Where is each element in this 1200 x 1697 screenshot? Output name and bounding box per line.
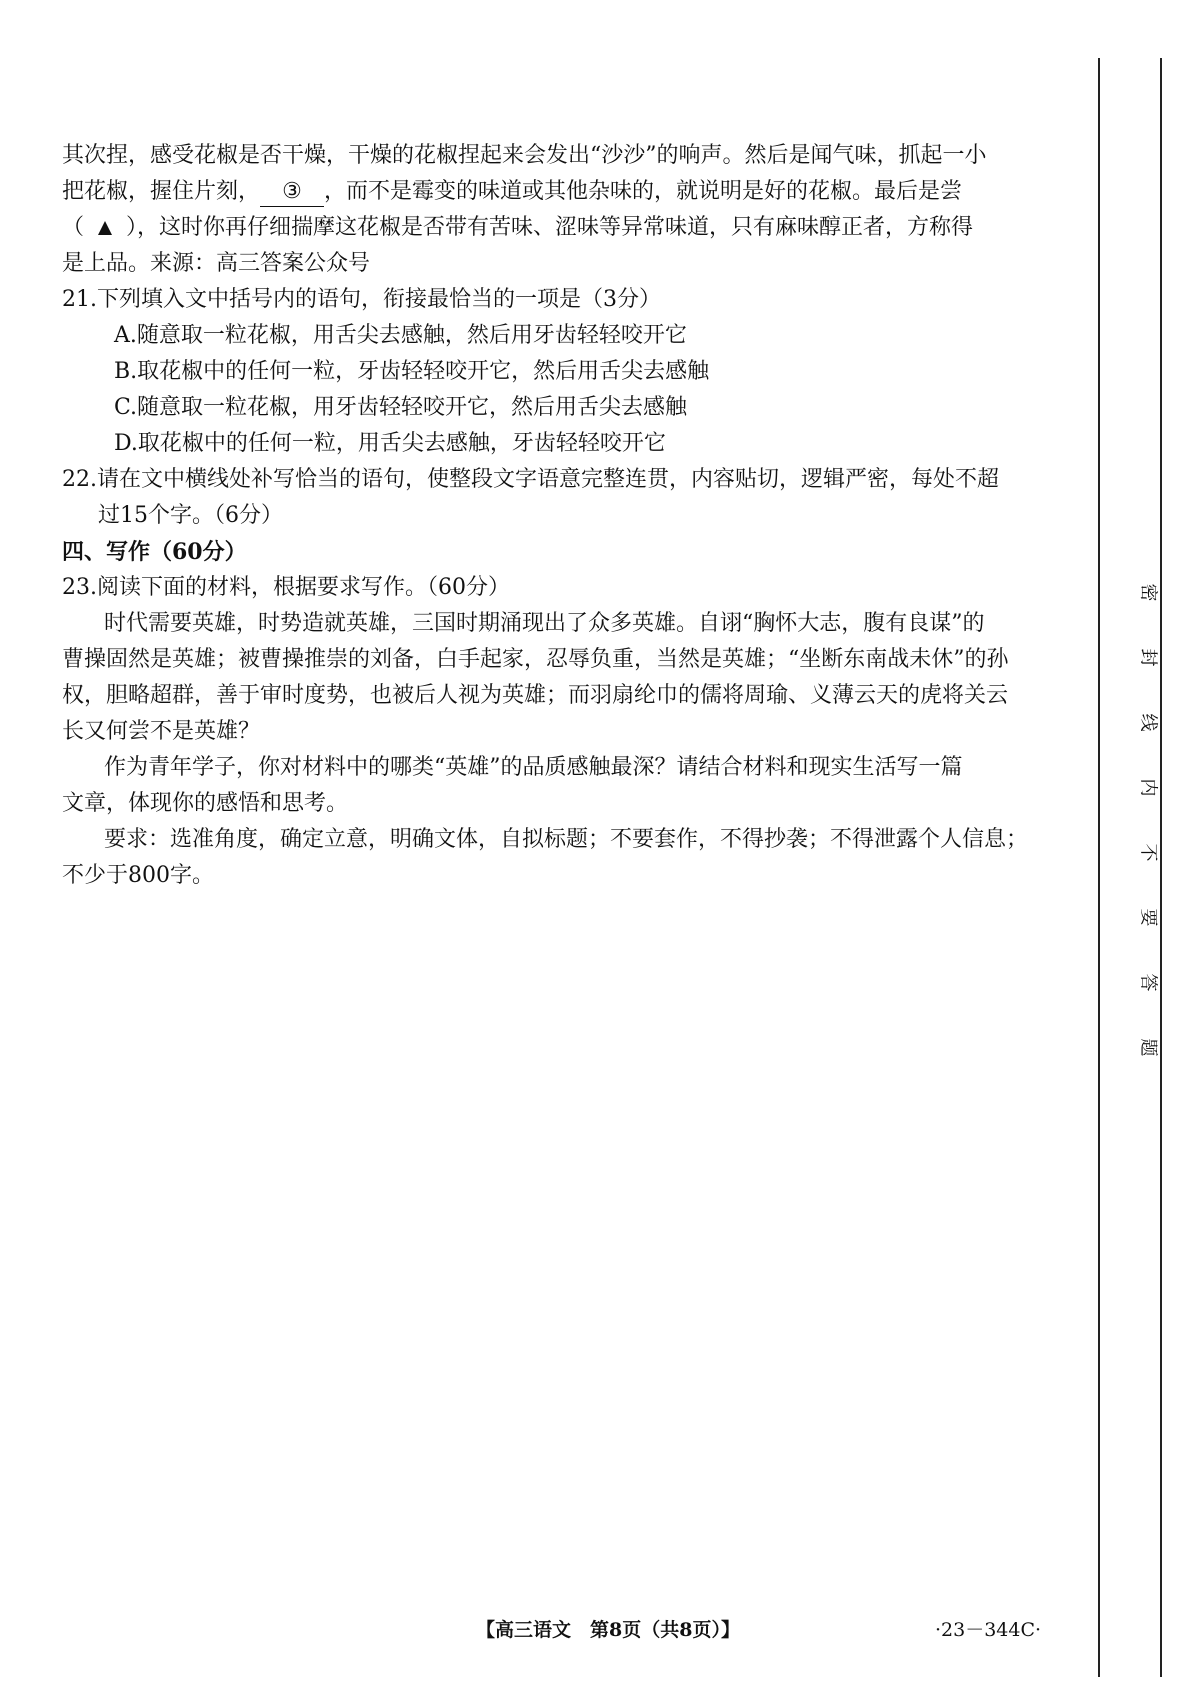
binding-char: 内 bbox=[1137, 778, 1159, 797]
question-21-option-d: D.取花椒中的任何一粒，用舌尖去感触，牙齿轻轻咬开它 bbox=[114, 431, 666, 456]
material-line-3: 权，胆略超群，善于审时度势，也被后人视为英雄；而羽扇纶巾的儒将周瑜、义薄云天的虎将关云 bbox=[62, 683, 1009, 708]
requirement-line-1: 要求：选准角度，确定立意，明确文体，自拟标题；不要套作，不得抄袭；不得泄露个人信息； bbox=[104, 827, 1029, 852]
binding-char: 题 bbox=[1137, 1038, 1159, 1057]
binding-char: 不 bbox=[1137, 843, 1159, 862]
passage-line-1: 其次捏，感受花椒是否干燥，干燥的花椒捏起来会发出“沙沙”的响声。然后是闻气味，抓起一小 bbox=[62, 143, 987, 168]
section-4-title: 四、写作（60分） bbox=[62, 539, 247, 565]
passage-line-2-start: 把花椒，握住片刻， bbox=[62, 179, 261, 204]
material-line-2: 曹操固然是英雄；被曹操推崇的刘备，白手起家，忍辱负重，当然是英雄；“坐断东南战未休”的孙 bbox=[62, 647, 1009, 672]
footer-code: ·23－344C· bbox=[935, 1619, 1042, 1641]
task-line-1: 作为青年学子，你对材料中的哪类“英雄”的品质感触最深？请结合材料和现实生活写一篇 bbox=[104, 755, 963, 780]
material-line-1: 时代需要英雄，时势造就英雄，三国时期涌现出了众多英雄。自诩“胸怀大志，腹有良谋”的 bbox=[104, 611, 985, 636]
passage-line-2 bbox=[62, 174, 1062, 210]
binding-line-inner bbox=[1098, 58, 1100, 1677]
binding-char: 封 bbox=[1137, 648, 1159, 667]
question-22-line-1: 22.请在文中横线处补写恰当的语句，使整段文字语意完整连贯，内容贴切，逻辑严密，每处不超 bbox=[62, 467, 999, 492]
question-23-stem: 23.阅读下面的材料，根据要求写作。（60分） bbox=[62, 575, 510, 600]
binding-warning-text bbox=[1115, 560, 1159, 1080]
triangle-blank-icon bbox=[98, 221, 112, 235]
question-21-option-a: A.随意取一粒花椒，用舌尖去感触，然后用牙齿轻轻咬开它 bbox=[114, 323, 687, 348]
passage-line-4: 是上品。来源：高三答案公众号 bbox=[62, 251, 371, 276]
requirement-line-2: 不少于800字。 bbox=[62, 863, 214, 888]
binding-line-outer bbox=[1160, 58, 1162, 1677]
question-21-option-c: C.随意取一粒花椒，用牙齿轻轻咬开它，然后用舌尖去感触 bbox=[114, 395, 688, 420]
open-paren: （ bbox=[62, 215, 85, 240]
binding-char: 线 bbox=[1137, 713, 1159, 732]
binding-char: 要 bbox=[1137, 908, 1159, 927]
task-line-2: 文章，体现你的感悟和思考。 bbox=[62, 791, 349, 816]
binding-char: 答 bbox=[1137, 973, 1159, 992]
passage-line-3-end: ），这时你再仔细揣摩这花椒是否带有苦味、涩味等异常味道，只有麻味醇正者，方称得 bbox=[126, 215, 974, 240]
binding-char: 密 bbox=[1137, 583, 1159, 602]
material-line-4: 长又何尝不是英雄？ bbox=[62, 719, 261, 744]
binding-margin bbox=[1095, 0, 1175, 1697]
question-22-line-2: 过15个字。（6分） bbox=[98, 503, 283, 528]
exam-content bbox=[62, 138, 1062, 894]
passage-line-3 bbox=[62, 210, 1062, 246]
footer-title: 【高三语文 第8页（共8页）】 bbox=[476, 1619, 740, 1641]
question-21-option-b: B.取花椒中的任何一粒，牙齿轻轻咬开它，然后用舌尖去感触 bbox=[114, 359, 710, 384]
question-21-stem: 21.下列填入文中括号内的语句，衔接最恰当的一项是（3分） bbox=[62, 287, 661, 312]
passage-line-2-end: ，而不是霉变的味道或其他杂味的，就说明是好的花椒。最后是尝 bbox=[324, 179, 963, 204]
blank-3: ③ bbox=[260, 178, 324, 207]
